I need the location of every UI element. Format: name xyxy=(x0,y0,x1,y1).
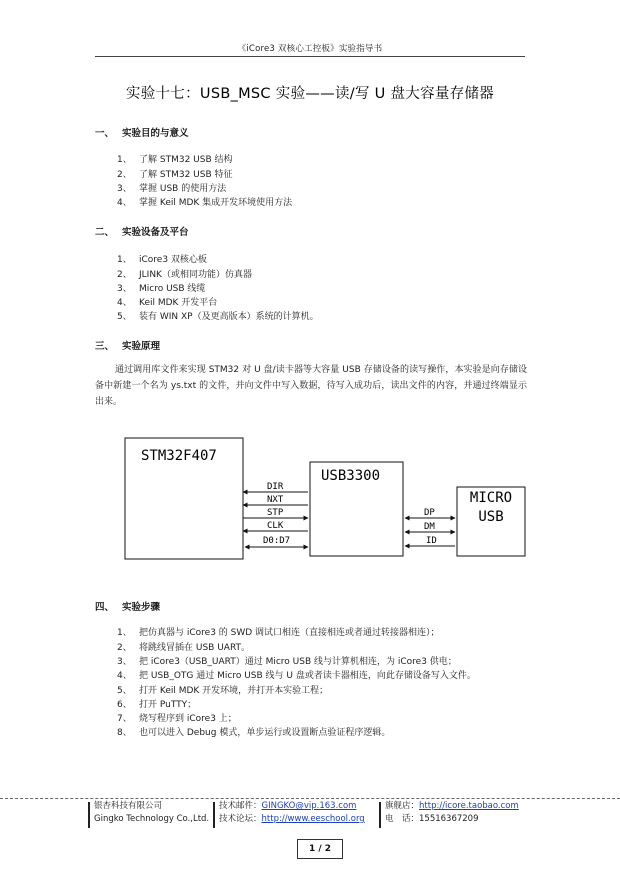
footer-bar xyxy=(88,802,90,828)
list-item: 4、 Keil MDK 开发平台 xyxy=(117,298,218,308)
company-name-cn: 银杏科技有限公司 xyxy=(94,801,163,811)
footer-shop xyxy=(385,800,519,826)
footer-divider xyxy=(0,798,620,799)
section-2-heading xyxy=(95,224,189,238)
section-number: 三、 xyxy=(95,341,115,352)
list-item: 1、 了解 STM32 USB 结构 xyxy=(117,155,233,165)
principle-paragraph: 通过调用库文件来实现 STM32 对 U 盘/读卡器等大容量 USB 存储设备的读写操作，本实验是向存储设备中新建一个名为 ys.txt 的文件，并向文件中写入数据，待写入成功后，读出文件的内容，并通过终端显示出来。 xyxy=(95,365,527,407)
usb-block-diagram xyxy=(95,430,527,570)
section-3-heading xyxy=(95,338,160,352)
dir-label: DIR xyxy=(267,482,284,492)
dm-label: DM xyxy=(424,522,435,532)
email-label: 技术邮件： xyxy=(219,801,262,811)
forum-label: 技术论坛： xyxy=(219,814,262,824)
shop-label: 旗舰店： xyxy=(385,801,420,811)
list-item: 2、 将跳线冒插在 USB UART。 xyxy=(117,643,251,653)
list-item: 1、 把仿真器与 iCore3 的 SWD 调试口相连（直接相连或者通过转接器相连）； xyxy=(117,628,440,638)
page-number: 1 / 2 xyxy=(297,839,343,859)
list-item: 8、 也可以进入 Debug 模式，单步运行或设置断点验证程序逻辑。 xyxy=(117,728,391,738)
list-item: 4、 掌握 Keil MDK 集成开发环境使用方法 xyxy=(117,198,293,208)
dp-label: DP xyxy=(424,508,435,518)
forum-link[interactable]: http://www.eeschool.org xyxy=(261,814,365,824)
section-title: 实验设备及平台 xyxy=(122,227,189,238)
header-rule xyxy=(95,56,525,57)
company-name-en: Gingko Technology Co.,Ltd. xyxy=(94,814,210,824)
list-item: 2、 了解 STM32 USB 特征 xyxy=(117,170,233,180)
list-item: 2、 JLINK（或相同功能）仿真器 xyxy=(117,270,252,280)
list-item: 5、 装有 WIN XP（及更高版本）系统的计算机。 xyxy=(117,312,319,322)
section-number: 四、 xyxy=(95,602,115,613)
page-title: 实验十七：USB_MSC 实验——读/写 U 盘大容量存储器 xyxy=(125,86,495,102)
footer-bar xyxy=(379,802,381,828)
list-item: 4、 把 USB_OTG 通过 Micro USB 线与 U 盘或者读卡器相连，向此存储设备写入文件。 xyxy=(117,671,476,681)
footer-contact xyxy=(219,800,365,826)
list-item: 6、 打开 PuTTY； xyxy=(117,700,197,710)
usb-label: USB xyxy=(478,509,504,525)
shop-link[interactable]: http://icore.taobao.com xyxy=(419,801,519,811)
section-title: 实验步骤 xyxy=(122,602,161,613)
footer-bar xyxy=(213,802,215,828)
list-item: 3、 Micro USB 线缆 xyxy=(117,284,206,294)
section-number: 二、 xyxy=(95,227,115,238)
phone-number: 15516367209 xyxy=(419,814,479,824)
section-number: 一、 xyxy=(95,128,115,139)
section-1-heading xyxy=(95,125,189,139)
stm32-label: STM32F407 xyxy=(141,448,217,464)
phone-label: 电 话： xyxy=(385,814,420,824)
section-title: 实验目的与意义 xyxy=(122,128,189,139)
running-header: 《iCore3 双核心工控板》实验指导书 xyxy=(237,44,383,54)
list-item: 1、 iCore3 双核心板 xyxy=(117,255,207,265)
clk-label: CLK xyxy=(267,521,284,531)
micro-label: MICRO xyxy=(469,490,513,506)
section-title: 实验原理 xyxy=(122,341,161,352)
list-item: 3、 把 iCore3（USB_UART）通过 Micro USB 线与计算机相连，为 iCore3 供电； xyxy=(117,657,457,667)
nxt-label: NXT xyxy=(267,495,284,505)
list-item: 3、 掌握 USB 的使用方法 xyxy=(117,184,227,194)
email-link[interactable]: GINGKO@vip.163.com xyxy=(261,801,357,811)
data-bus-label: D0:D7 xyxy=(263,536,291,546)
footer-company xyxy=(94,800,209,826)
list-item: 5、 打开 Keil MDK 开发环境，并打开本实验工程； xyxy=(117,686,329,696)
stp-label: STP xyxy=(267,508,284,518)
usb3300-label: USB3300 xyxy=(321,468,381,484)
list-item: 7、 烧写程序到 iCore3 上； xyxy=(117,714,237,724)
id-label: ID xyxy=(426,536,437,546)
section-4-heading xyxy=(95,599,160,613)
